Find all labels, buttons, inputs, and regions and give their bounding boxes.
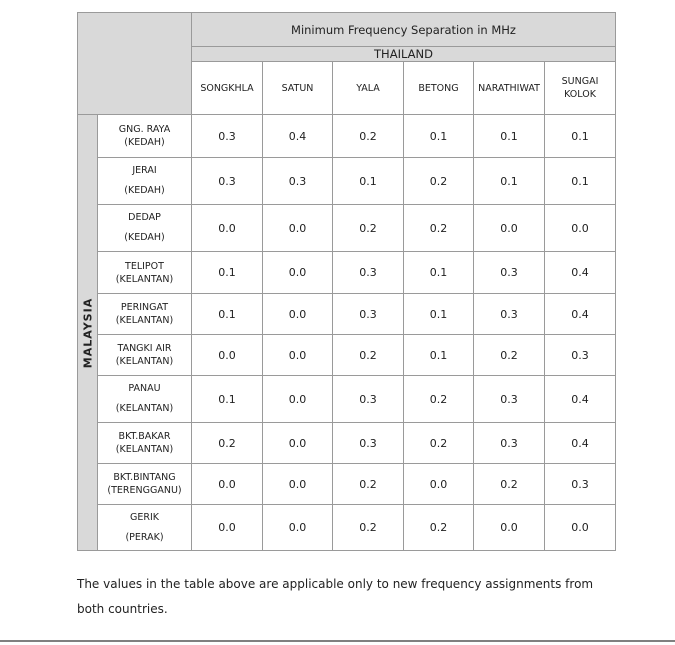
- separation-value: 0.1: [404, 252, 474, 294]
- separation-value: 0.2: [333, 205, 404, 252]
- row-location: [98, 115, 192, 158]
- separation-value: 0.4: [263, 115, 333, 158]
- separation-value: 0.2: [404, 423, 474, 464]
- separation-value: 0.2: [333, 115, 404, 158]
- table-body: [78, 115, 616, 551]
- table-footnote: The values in the table above are applicable only to new frequency assignments from both countries.: [77, 577, 594, 616]
- row-location: [98, 335, 192, 376]
- separation-value: 0.1: [474, 115, 545, 158]
- table-row: [78, 464, 616, 505]
- row-country-label: [78, 115, 98, 551]
- separation-value: 0.4: [545, 252, 616, 294]
- separation-value: 0.3: [474, 252, 545, 294]
- column-header-text: SONGKHLA: [200, 82, 254, 94]
- row-location-text: (TERENGGANU): [107, 485, 182, 496]
- row-location-text: PANAU: [128, 383, 161, 394]
- separation-value: 0.2: [474, 464, 545, 505]
- separation-value: 0.1: [192, 252, 263, 294]
- separation-value: 0.0: [263, 505, 333, 551]
- row-location-text: (KEDAH): [124, 232, 165, 243]
- row-country-text: MALAYSIA: [81, 297, 94, 368]
- row-location: [98, 464, 192, 505]
- table-row: [78, 252, 616, 294]
- table-row: [78, 505, 616, 551]
- separation-value: 0.2: [333, 464, 404, 505]
- separation-value: 0.0: [474, 205, 545, 252]
- separation-value: 0.0: [263, 423, 333, 464]
- separation-value: 0.2: [474, 335, 545, 376]
- row-location-text: (KELANTAN): [115, 315, 174, 326]
- separation-value: 0.3: [333, 423, 404, 464]
- separation-value: 0.3: [474, 423, 545, 464]
- separation-value: 0.3: [333, 294, 404, 335]
- separation-value: 0.0: [192, 335, 263, 376]
- table-title: Minimum Frequency Separation in MHz: [192, 13, 616, 47]
- separation-value: 0.1: [404, 115, 474, 158]
- row-location-text: (KELANTAN): [115, 356, 174, 367]
- table-row: [78, 376, 616, 423]
- table-row: [78, 115, 616, 158]
- row-location: [98, 294, 192, 335]
- separation-value: 0.2: [192, 423, 263, 464]
- separation-value: 0.0: [545, 205, 616, 252]
- column-header-text: KOLOK: [564, 89, 596, 100]
- row-location-text: TANGKI AIR: [117, 343, 172, 354]
- row-location-text: (PERAK): [125, 531, 164, 543]
- separation-value: 0.3: [545, 335, 616, 376]
- column-header: [474, 62, 545, 115]
- row-location-text: JERAI: [132, 165, 157, 176]
- table-row: [78, 423, 616, 464]
- page-divider: [0, 640, 675, 642]
- separation-value: 0.1: [545, 158, 616, 205]
- row-location: [98, 252, 192, 294]
- row-location-text: (KELANTAN): [115, 403, 174, 414]
- row-location-text: GNG. RAYA: [118, 124, 171, 135]
- separation-value: 0.1: [192, 294, 263, 335]
- row-location-text: TELIPOT: [125, 260, 164, 272]
- table-row: [78, 294, 616, 335]
- separation-value: 0.0: [263, 464, 333, 505]
- separation-value: 0.0: [263, 205, 333, 252]
- row-location-text: GERIK: [130, 511, 159, 523]
- separation-value: 0.2: [333, 335, 404, 376]
- separation-value: 0.0: [192, 205, 263, 252]
- separation-value: 0.2: [404, 205, 474, 252]
- column-header: [192, 62, 263, 115]
- separation-value: 0.0: [263, 294, 333, 335]
- row-location-text: (KEDAH): [124, 185, 165, 196]
- table-row: [78, 335, 616, 376]
- separation-value: 0.4: [545, 294, 616, 335]
- separation-value: 0.1: [474, 158, 545, 205]
- separation-value: 0.0: [263, 376, 333, 423]
- separation-value: 0.0: [263, 335, 333, 376]
- separation-value: 0.0: [263, 252, 333, 294]
- separation-value: 0.0: [192, 505, 263, 551]
- row-location-text: DEDAP: [128, 212, 161, 223]
- column-header-text: SUNGAI: [561, 76, 599, 87]
- frequency-separation-table: [77, 12, 616, 551]
- row-location: [98, 376, 192, 423]
- row-location: [98, 205, 192, 252]
- row-location-text: (KEDAH): [124, 137, 165, 148]
- separation-value: 0.1: [333, 158, 404, 205]
- separation-value: 0.4: [545, 376, 616, 423]
- row-location-text: (KELANTAN): [115, 273, 174, 285]
- column-header-text: YALA: [356, 82, 380, 94]
- separation-value: 0.3: [333, 252, 404, 294]
- separation-value: 0.3: [545, 464, 616, 505]
- separation-value: 0.0: [404, 464, 474, 505]
- separation-value: 0.2: [404, 158, 474, 205]
- row-location-text: (KELANTAN): [115, 444, 174, 455]
- separation-value: 0.2: [404, 376, 474, 423]
- separation-value: 0.0: [192, 464, 263, 505]
- separation-value: 0.3: [263, 158, 333, 205]
- row-location-text: BKT.BAKAR: [118, 431, 171, 442]
- column-country-label: THAILAND: [192, 47, 616, 62]
- separation-value: 0.1: [404, 294, 474, 335]
- column-header: [545, 62, 616, 115]
- column-header-text: NARATHIWAT: [478, 82, 540, 94]
- separation-value: 0.3: [474, 294, 545, 335]
- separation-value: 0.2: [404, 505, 474, 551]
- separation-value: 0.3: [192, 158, 263, 205]
- table-corner-cell: [78, 13, 192, 115]
- column-header-text: BETONG: [418, 82, 459, 94]
- row-location: [98, 505, 192, 551]
- row-location-text: BKT.BINTANG: [113, 472, 176, 483]
- separation-value: 0.0: [545, 505, 616, 551]
- separation-value: 0.3: [333, 376, 404, 423]
- separation-value: 0.0: [474, 505, 545, 551]
- column-header: [263, 62, 333, 115]
- row-location-text: PERINGAT: [120, 302, 169, 313]
- row-location: [98, 158, 192, 205]
- separation-value: 0.2: [333, 505, 404, 551]
- separation-value: 0.1: [192, 376, 263, 423]
- row-location: [98, 423, 192, 464]
- separation-value: 0.1: [404, 335, 474, 376]
- separation-value: 0.3: [192, 115, 263, 158]
- separation-value: 0.4: [545, 423, 616, 464]
- table-row: [78, 158, 616, 205]
- separation-value: 0.1: [545, 115, 616, 158]
- column-header-text: SATUN: [281, 82, 314, 94]
- separation-value: 0.3: [474, 376, 545, 423]
- column-header: [404, 62, 474, 115]
- column-header: [333, 62, 404, 115]
- table-row: [78, 205, 616, 252]
